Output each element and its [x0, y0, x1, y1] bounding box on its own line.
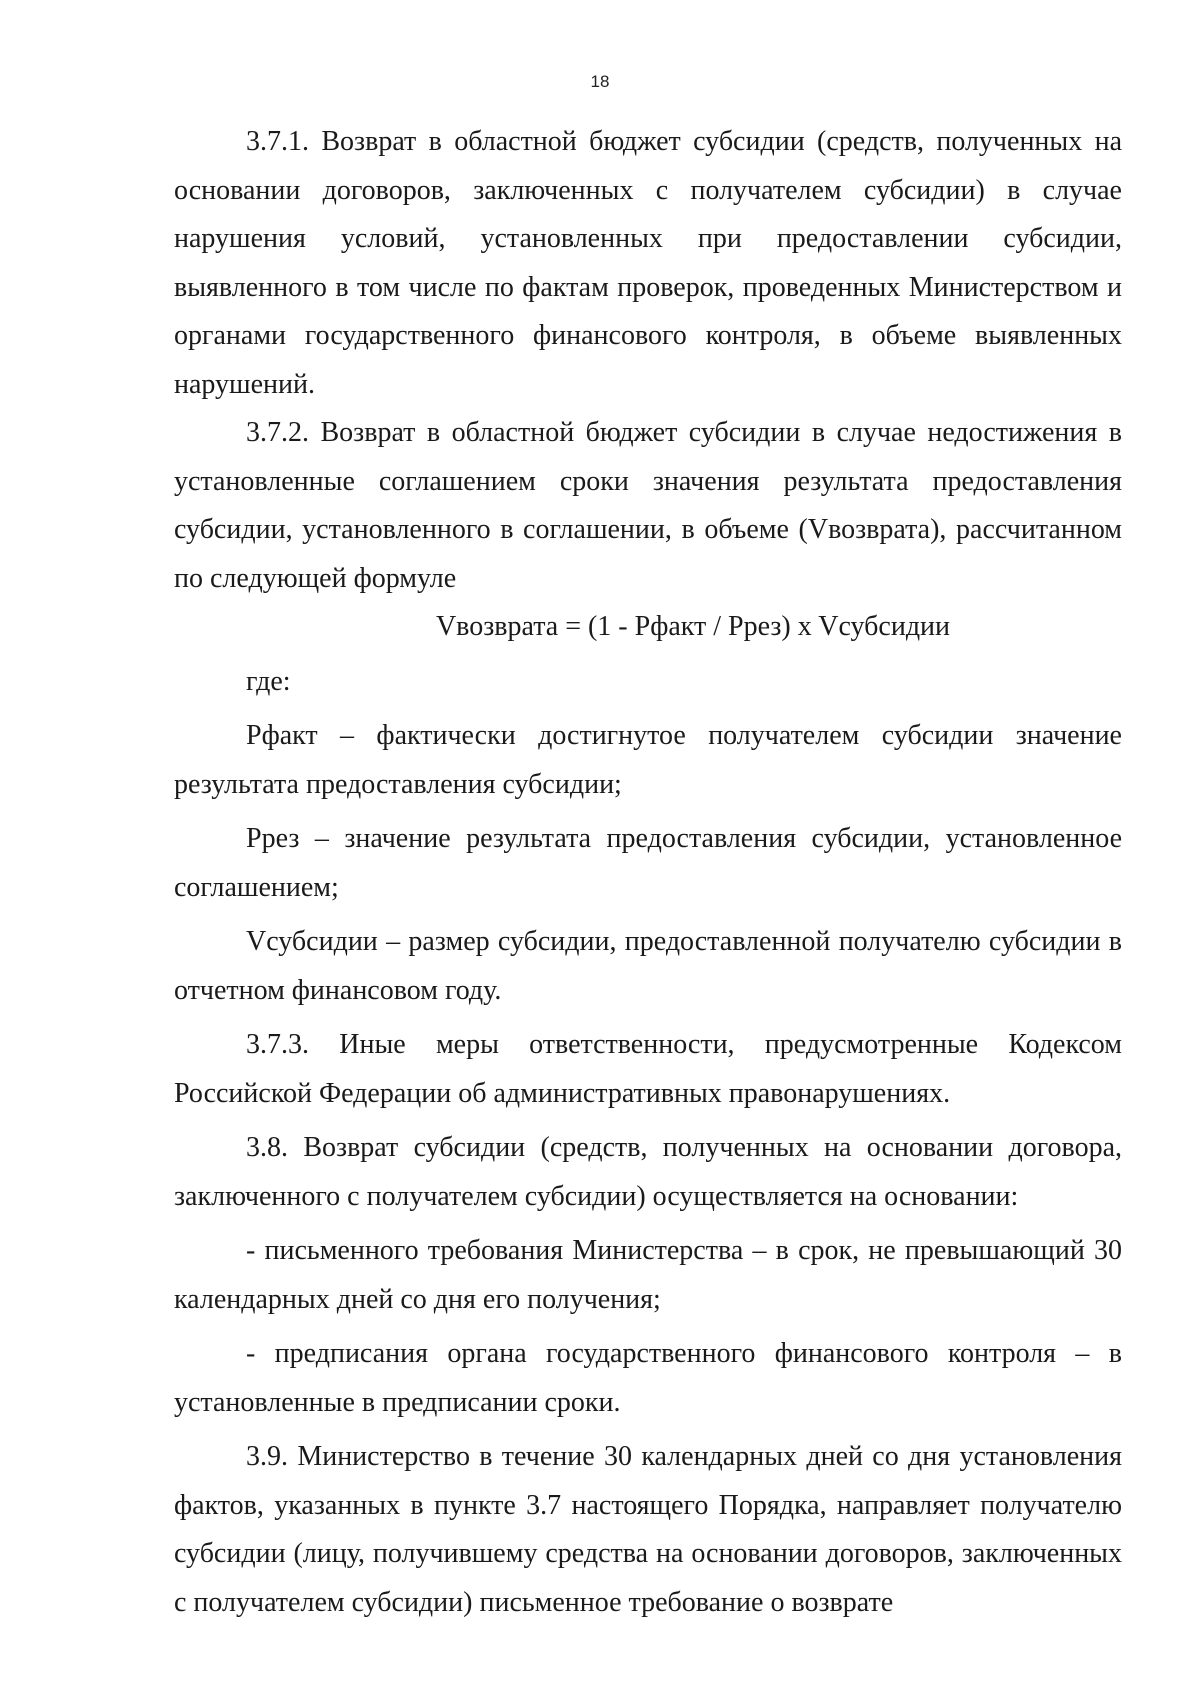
paragraph-3-8-item-1: - письменного требования Министерства – в срок, не превышающий 30 календарных дней со дня его получения;: [174, 1235, 1122, 1315]
paragraph-3-7-3: 3.7.3. Иные меры ответственности, предусмотренные Кодексом Российской Федерации об административных правонарушениях.: [174, 1029, 1122, 1109]
definition-prez: Pрез – значение результата предоставления субсидии, установленное соглашением;: [174, 823, 1122, 903]
paragraph-3-7-1: 3.7.1. Возврат в областной бюджет субсидии (средств, полученных на основании договоров, заключенных с получателем субсидии) в случае нарушения условий, установленных при предоставлении субсидии, выявленного в том числе по фактам проверок, проведенных Министерством и органами государственного финансового контроля, в объеме выявленных нарушений.: [174, 126, 1122, 400]
paragraph-3-7-2: 3.7.2. Возврат в областной бюджет субсидии в случае недостижения в установленные соглашением сроки значения результата предоставления субсидии, установленного в соглашении, в объеме (Vвозврата), рассчитанном по следующей формуле: [174, 417, 1122, 594]
document-body: [174, 118, 1122, 1627]
paragraph-3-8: 3.8. Возврат субсидии (средств, полученных на основании договора, заключенного с получателем субсидии) осуществляется на основании:: [174, 1132, 1122, 1212]
definition-pfakt: Pфакт – фактически достигнутое получателем субсидии значение результата предоставления субсидии;: [174, 720, 1122, 800]
paragraph-3-9: 3.9. Министерство в течение 30 календарных дней со дня установления фактов, указанных в пункте 3.7 настоящего Порядка, направляет получателю субсидии (лицу, получившему средства на основании договоров, заключенных с получателем субсидии) письменное требование о возврате: [174, 1441, 1122, 1618]
page-number: 18: [590, 72, 610, 91]
definition-vsubsidii: Vсубсидии – размер субсидии, предоставленной получателю субсидии в отчетном финансовом году.: [174, 926, 1122, 1006]
where-label: где:: [246, 665, 291, 697]
formula: Vвозврата = (1 - Pфакт / Pрез) x Vсубсидии: [435, 611, 951, 642]
paragraph-3-8-item-2: - предписания органа государственного финансового контроля – в установленные в предписании сроки.: [174, 1338, 1122, 1418]
